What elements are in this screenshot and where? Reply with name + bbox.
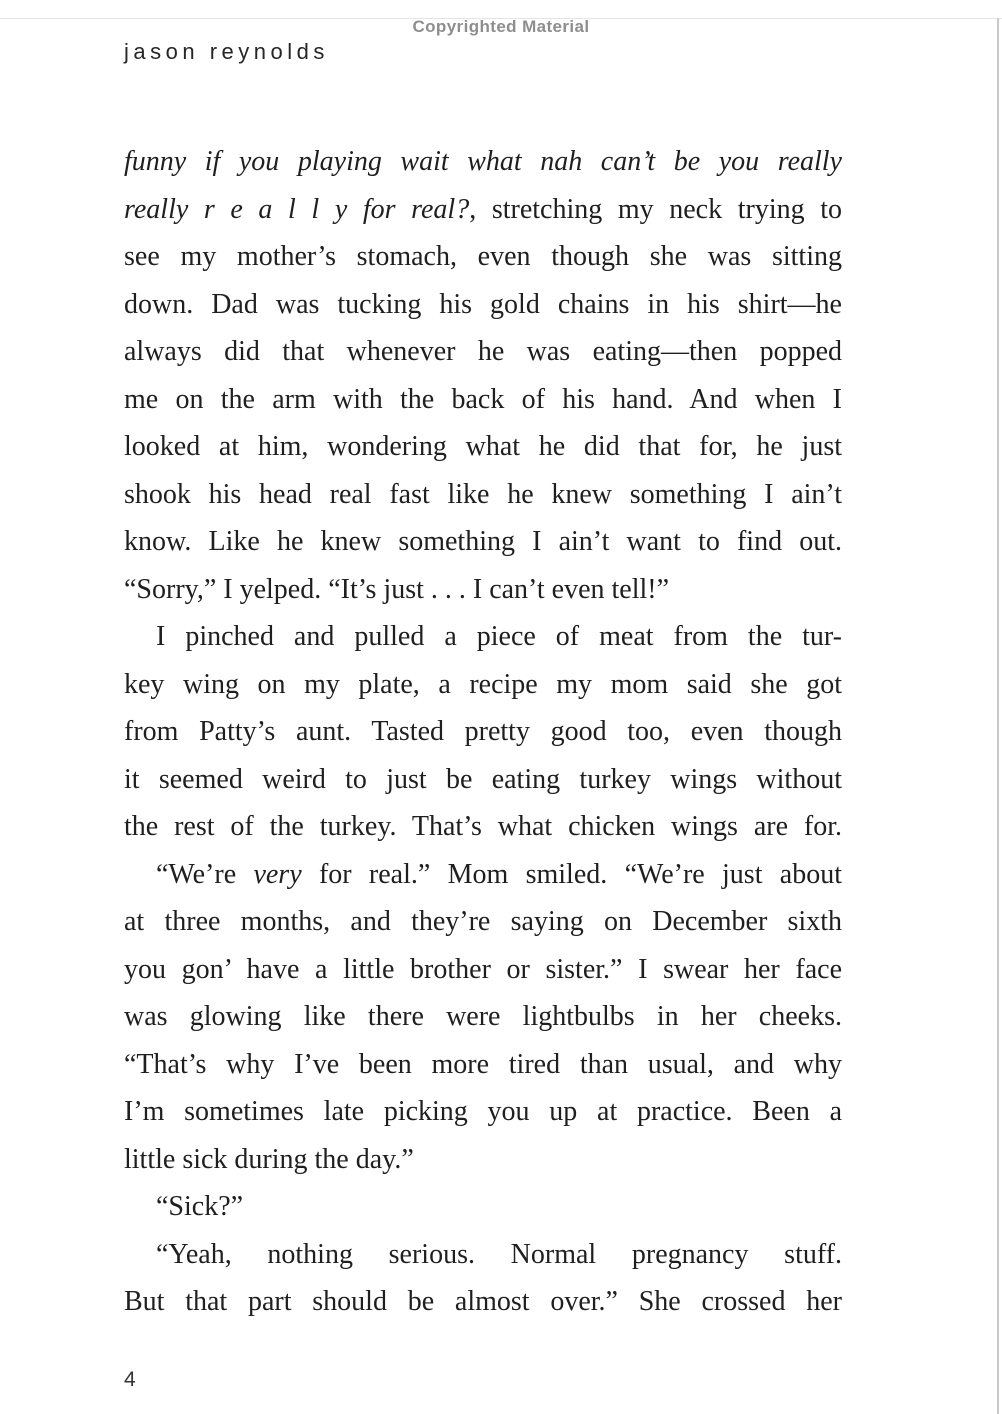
text-line <box>124 708 842 756</box>
text-line <box>124 1041 842 1089</box>
text-segment: always did that whenever he was eating—then popped <box>124 336 842 367</box>
right-border-rule <box>997 18 999 1414</box>
text-segment: at three months, and they’re saying on December sixth <box>124 906 842 937</box>
italic-text-segment: very <box>253 858 302 890</box>
paragraph <box>124 138 842 613</box>
text-line <box>124 328 842 376</box>
body-text <box>124 138 842 1326</box>
text-segment: looked at him, wondering what he did that for, he just <box>124 431 842 462</box>
text-segment: see my mother’s stomach, even though she was sitting <box>124 241 842 272</box>
text-segment: down. Dad was tucking his gold chains in his shirt—he <box>124 288 842 320</box>
text-segment: the rest of the turkey. That’s what chicken wings are for. <box>124 811 842 842</box>
italic-text-segment: really r e a l l y for real? <box>124 193 470 225</box>
text-line <box>124 376 842 424</box>
text-segment: was glowing like there were lightbulbs in her cheeks. <box>124 1001 842 1032</box>
paragraph <box>124 851 842 1184</box>
paragraph <box>124 1183 842 1231</box>
text-line <box>124 1136 842 1184</box>
text-line <box>124 423 842 471</box>
text-line <box>124 1183 842 1231</box>
paragraph <box>124 1231 842 1326</box>
text-line <box>124 1088 842 1136</box>
text-line <box>124 661 842 709</box>
text-line <box>124 518 842 566</box>
copyrighted-material-banner: Copyrighted Material <box>412 17 590 36</box>
text-line <box>124 233 842 281</box>
text-segment: for real.” Mom smiled. “We’re just about <box>301 858 842 890</box>
text-segment: “Sick?” <box>156 1191 244 1222</box>
page-number: 4 <box>124 1368 136 1391</box>
text-segment: know. Like he knew something I ain’t want to find out. <box>124 526 842 557</box>
text-segment: “We’re <box>156 858 254 890</box>
text-segment: from Patty’s aunt. Tasted pretty good too, even though <box>124 716 842 747</box>
text-segment: I’m sometimes late picking you up at practice. Been a <box>124 1096 842 1127</box>
text-line <box>124 1278 842 1326</box>
text-line <box>124 946 842 994</box>
text-line <box>124 1231 842 1279</box>
paragraph <box>124 613 842 851</box>
text-segment: you gon’ have a little brother or sister.” I swear her face <box>124 953 842 985</box>
italic-text-segment: funny if you playing wait what nah can’t be you really <box>124 146 842 177</box>
text-segment: I pinched and pulled a piece of meat from the tur- <box>156 621 842 652</box>
text-line <box>124 898 842 946</box>
text-line <box>124 281 842 329</box>
text-line <box>124 993 842 1041</box>
text-line <box>124 138 842 186</box>
text-segment: key wing on my plate, a recipe my mom said she got <box>124 668 842 700</box>
text-segment: But that part should be almost over.” She crossed her <box>124 1286 842 1317</box>
text-segment: , stretching my neck trying to <box>469 193 842 225</box>
text-line <box>124 803 842 851</box>
text-line <box>124 851 842 899</box>
text-line <box>124 566 842 614</box>
text-segment: me on the arm with the back of his hand. And when I <box>124 383 842 415</box>
text-segment: “Sorry,” I yelped. “It’s just . . . I can’t even tell!” <box>124 573 670 605</box>
text-line <box>124 471 842 519</box>
text-segment: “That’s why I’ve been more tired than usual, and why <box>124 1048 842 1080</box>
running-header-author: jason reynolds <box>124 39 329 64</box>
text-segment: shook his head real fast like he knew something I ain’t <box>124 478 842 510</box>
text-line <box>124 756 842 804</box>
text-line <box>124 613 842 661</box>
text-segment: “Yeah, nothing serious. Normal pregnancy stuff. <box>156 1238 842 1270</box>
text-line <box>124 186 842 234</box>
text-segment: little sick during the day.” <box>124 1143 414 1175</box>
text-segment: it seemed weird to just be eating turkey wings without <box>124 763 842 795</box>
